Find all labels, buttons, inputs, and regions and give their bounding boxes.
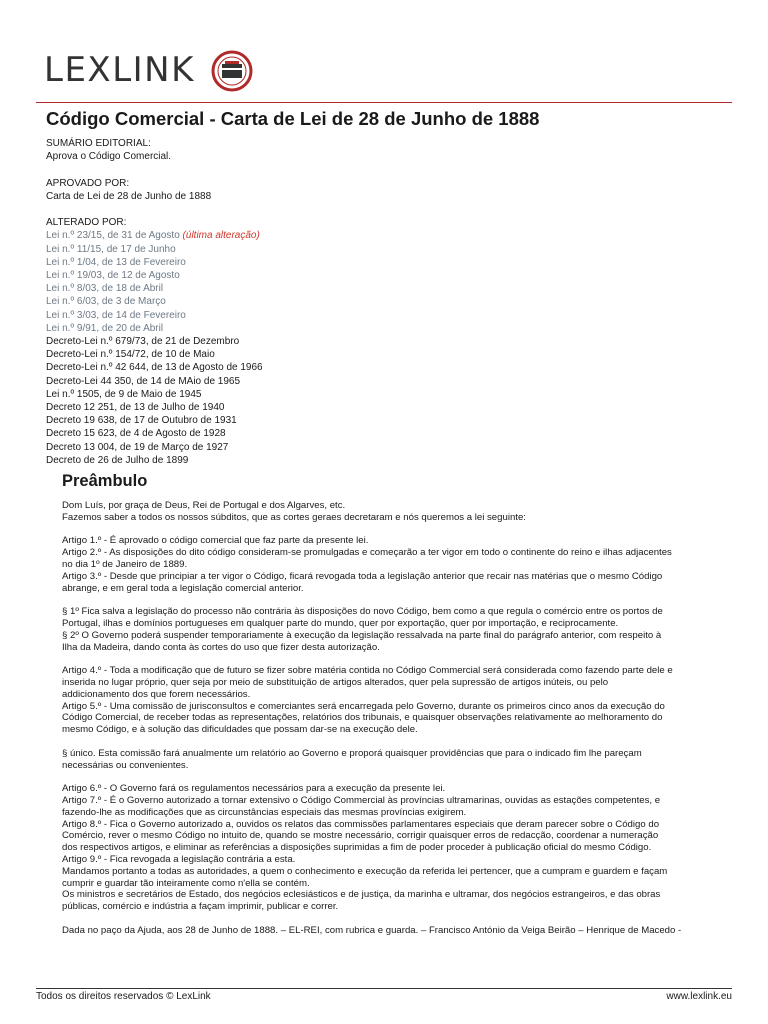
artigo-7: Artigo 7.º - É o Governo autorizado a tornar extensivo o Código Commercial às províncias ultramarinas, ouvidas as estações competentes, e [62,794,661,806]
artigo-9: Artigo 9.º - Fica revogada a legislação contrária a esta. [62,853,296,865]
alterado-item: Decreto 12 251, de 13 de Julho de 1940 [46,402,225,414]
paragrafo-unico-cont: necessárias ou convenientes. [62,759,189,771]
lexlink-seal-icon [211,50,253,92]
alterado-item: Decreto-Lei n.º 42 644, de 13 de Agosto de 1966 [46,362,263,374]
alterado-item: Decreto-Lei n.º 679/73, de 21 de Dezembro [46,336,240,348]
sumario-text: Aprova o Código Comercial. [46,151,172,163]
paragraph: Fazemos saber a todos os nossos súbditos, que as cortes geraes decretaram e nós queremos a lei seguinte: [62,511,526,523]
paragrafo-2: § 2º O Governo poderá suspender temporariamente à execução da legislação ressalvada na parte final do parágrafo anterior, com respeito à [62,629,662,641]
header-divider [36,102,732,103]
paragrafo-unico: § único. Esta comissão fará anualmente um relatório ao Governo e proporá quaisquer providências que para o indicado fim lhe pareçam [62,747,642,759]
artigo-3: Artigo 3.º - Desde que principiar a ter vigor o Código, ficará revogada toda a legislação anterior que recair nas matérias que o mesmo Código [62,570,663,582]
lexlink-logo-text: LEXLINK [44,50,195,90]
alterado-link[interactable]: Lei n.º 19/03, de 12 de Agosto [46,270,180,281]
mandamos-cont: cumprir e guardar tão inteiramente como n'ella se contém. [62,877,310,889]
alterado-link[interactable]: Lei n.º 3/03, de 14 de Fevereiro [46,309,186,321]
alterado-label: ALTERADO POR: [46,217,127,229]
footer-divider [36,988,732,989]
alterado-link[interactable]: Lei n.º 8/03, de 18 de Abril [46,283,164,295]
alterado-item: Lei n.º 1505, de 9 de Maio de 1945 [46,388,202,400]
artigo-4-cont: addicionamento dos que forem necessários. [62,688,251,700]
alterado-link[interactable]: Lei n.º 11/15, de 17 de Junho [46,243,176,255]
document-title: Código Comercial - Carta de Lei de 28 de Junho de 1888 [46,108,540,129]
artigo-5: Artigo 5.º - Uma comissão de jurisconsultos e comerciantes será encarregada pelo Governo, durante os primeiros cinco anos da execução do [62,700,665,712]
alterado-link[interactable]: Lei n.º 9/91, de 20 de Abril [46,322,164,334]
artigo-4-cont: inserida no lugar próprio, quer seja por meio de substituição de artigos alterados, quer pela supressão de artigos inúteis, ou pelo [62,676,609,688]
ministros-cont: públicas, comércio e indústria a façam imprimir, publicar e correr. [62,901,339,913]
artigo-8-cont: dos respectivos artigos, e eliminar as referências a disposições suprimidas a fim de poder proceder à publicação oficial do mesmo Código. [62,842,652,854]
dada-no-paco: Dada no paço da Ajuda, aos 28 de Junho de 1888. – EL-REI, com rubrica e guarda. – Francisco António da Veiga Beirão – Henrique de Macedo - [62,924,682,936]
sumario-label: SUMÁRIO EDITORIAL: [46,138,151,149]
alterado-link[interactable]: Lei n.º 23/15, de 31 de Agosto [46,230,180,242]
alterado-link[interactable]: Lei n.º 1/04, de 13 de Fevereiro [46,256,186,268]
site-header [36,46,732,102]
preambulo-body [62,500,722,936]
alterado-link-item[interactable] [46,229,263,242]
artigo-5-cont: Código Comercial, de receber todas as representações, relatórios dos tribunais, e quaisquer observações relativamente ao melhoramento do [62,712,663,724]
artigo-1: Artigo 1.º - É aprovado o código comercial que faz parte da presente lei. [62,535,369,547]
alterado-item: Decreto-Lei n.º 154/72, de 10 de Maio [46,349,215,361]
alterado-item: Decreto de 26 de Julho de 1899 [46,454,189,466]
alterado-link[interactable]: Lei n.º 6/03, de 3 de Março [46,296,166,308]
artigo-8-cont: Comércio, rever o mesmo Código no intuito de, quando se mostre necessário, corrigir quaisquer erros de redacção, coordenar a numeração [62,830,659,842]
ministros: Os ministros e secretários de Estado, dos negócios eclesiásticos e de justiça, da marinha e ultramar, dos negócios estrangeiros, e das obras [62,889,661,901]
artigo-5-cont: mesmo Código, e à solução das dificuldades que possam dar-se na execução dele. [62,724,418,736]
document-metadata [46,137,263,467]
footer-website-link[interactable]: www.lexlink.eu [666,991,732,1002]
footer-copyright: Todos os direitos reservados © LexLink [36,991,211,1002]
paragraph: Dom Luís, por graça de Deus, Rei de Portugal e dos Algarves, etc. [62,500,346,511]
aprovado-text: Carta de Lei de 28 de Junho de 1888 [46,190,212,202]
paragrafo-1: § 1º Fica salva a legislação do processo não contrária às disposições do novo Código, bem como a que regula o comércio entre os portos de [62,606,663,618]
artigo-2-cont: no dia 1º de Janeiro de 1889. [62,558,188,570]
artigo-8: Artigo 8.º - Fica o Governo autorizado a, ouvidos os relatos das commissões parlamentares especiais que deram parecer sobre o Código do [62,818,660,830]
mandamos: Mandamos portanto a todas as autoridades, a quem o conhecimento e execução da referida lei pertencer, que a cumpram e guardem e façam [62,865,668,877]
alterado-item: Decreto 15 623, de 4 de Agosto de 1928 [46,428,226,440]
preambulo-heading: Preâmbulo [62,472,148,490]
artigo-4: Artigo 4.º - Toda a modificação que de futuro se fizer sobre matéria contida no Código Commercial será considerada como fazendo parte dele e [62,665,673,677]
alterado-item: Decreto 13 004, de 19 de Março de 1927 [46,441,229,453]
artigo-2: Artigo 2.º - As disposições do dito código consideram-se promulgadas e começarão a ter vigor em todo o continente do reino e ilhas adjacentes [62,547,672,559]
alterado-item: Decreto-Lei 44 350, de 14 de MAio de 1965 [46,375,241,387]
alterado-item: Decreto 19 638, de 17 de Outubro de 1931 [46,415,237,427]
paragrafo-1-cont: Portugal, ilhas e domínios portugueses em qualquer parte do mundo, quer por exportação, quer por importação, e reciprocamente. [62,617,619,629]
paragrafo-2-cont: Ilha da Madeira, dando conta às cortes do uso que fizer desta autorização. [62,641,380,653]
aprovado-label: APROVADO POR: [46,177,130,189]
artigo-6: Artigo 6.º - O Governo fará os regulamentos necessários para a execução da presente lei. [62,783,446,795]
artigo-7-cont: fazendo-lhe as modificações que as circunstâncias especiais das mesmas províncias exigirem. [62,806,467,818]
artigo-3-cont: abrange, e em geral toda a legislação comercial anterior. [62,582,304,594]
latest-change-note: (última alteração) [182,230,260,242]
